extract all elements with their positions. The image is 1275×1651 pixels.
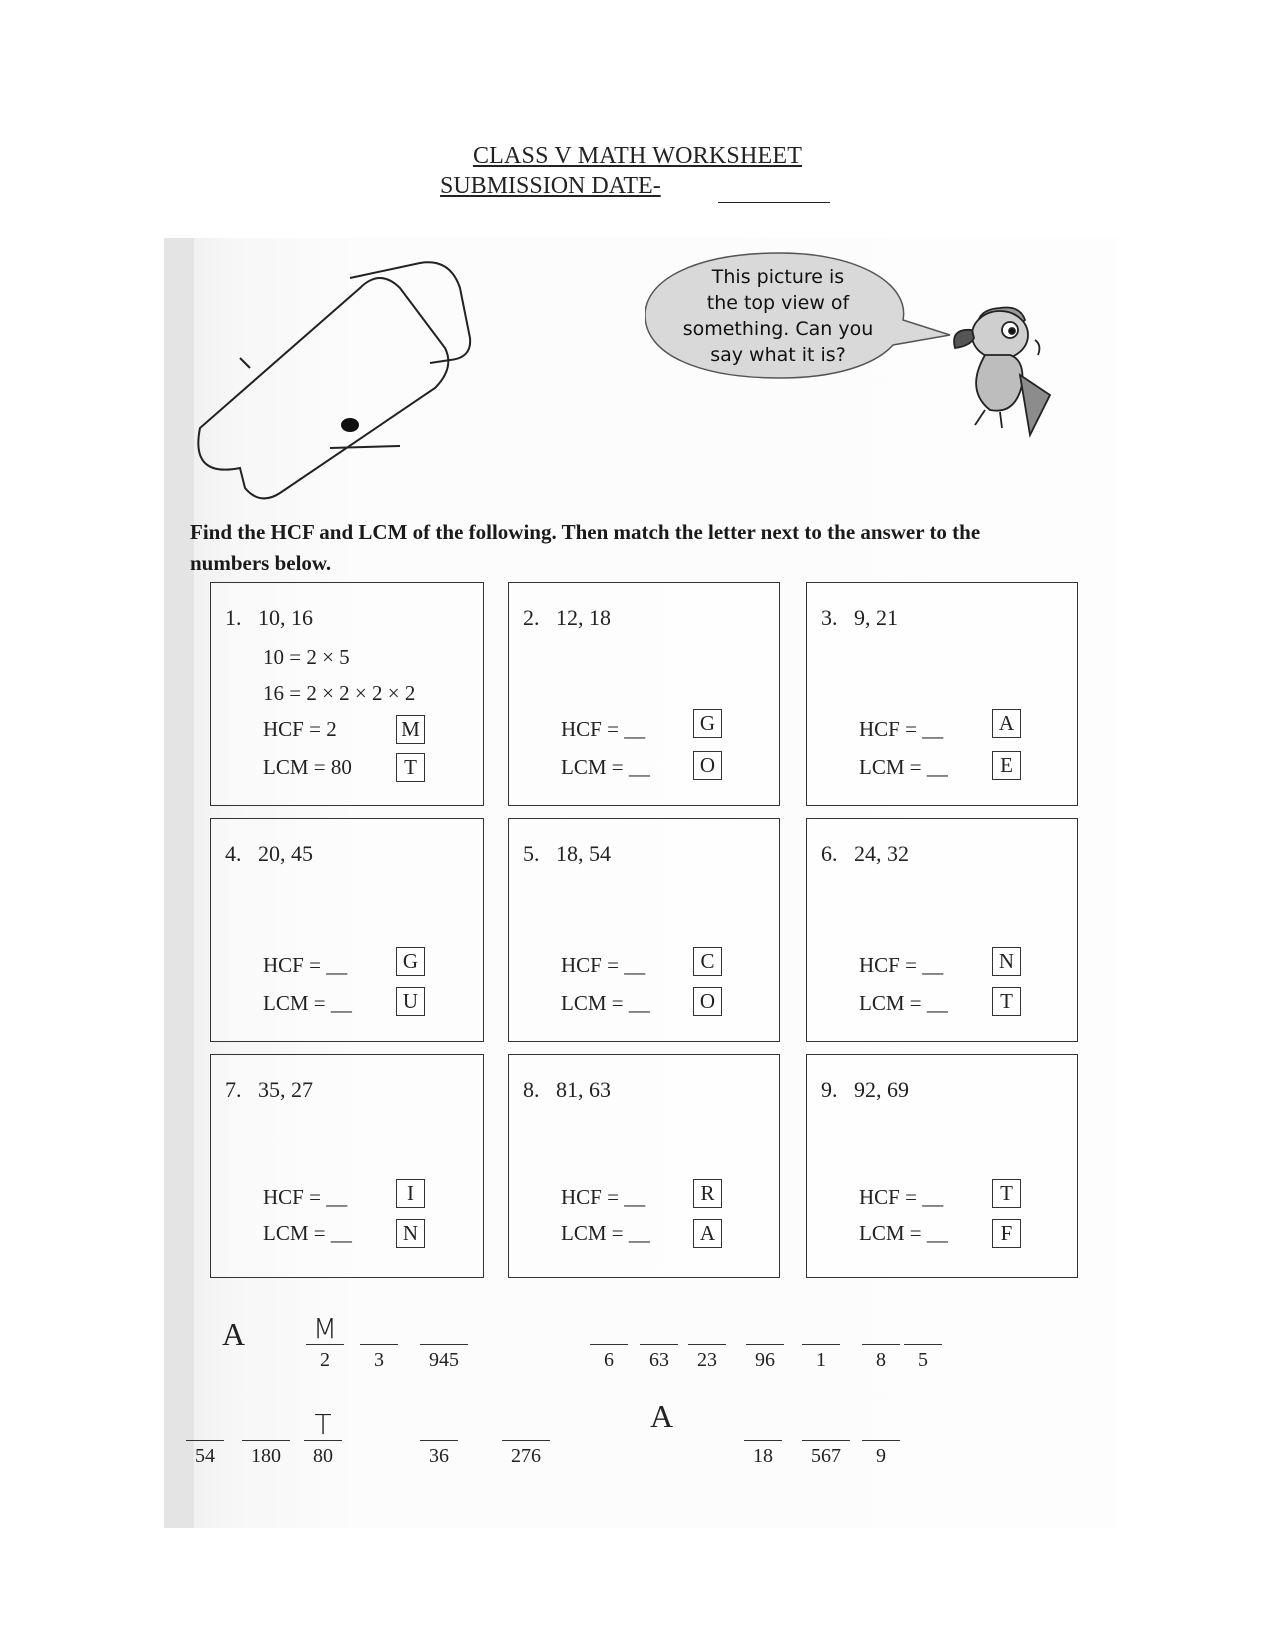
question-number: 8. [523, 1077, 540, 1102]
lcm-letter-box: U [396, 987, 425, 1016]
question-number: 4. [225, 841, 242, 866]
puzzle-slot-number: 9 [876, 1445, 886, 1467]
puzzle-standalone-letter: A [222, 1316, 246, 1352]
puzzle-slot-letter [356, 1314, 402, 1344]
puzzle-slot[interactable] [742, 1314, 788, 1372]
question-numbers: 9, 21 [854, 605, 898, 630]
submission-date-label: SUBMISSION DATE- [440, 173, 661, 199]
puzzle-standalone-letter: A [650, 1398, 674, 1434]
hcf-letter-box: I [396, 1179, 425, 1208]
instructions-line-1: Find the HCF and LCM of the following. Then match the letter next to the answer to the [190, 520, 981, 544]
question-box-7 [210, 1054, 484, 1278]
hcf-answer[interactable]: HCF = __ [561, 953, 646, 977]
lcm-answer[interactable]: LCM = __ [561, 991, 650, 1015]
puzzle-slot-letter [182, 1410, 228, 1440]
puzzle-slot[interactable] [238, 1410, 294, 1468]
hcf-letter-box: G [396, 947, 425, 976]
question-numbers: 81, 63 [556, 1077, 611, 1102]
question-number: 7. [225, 1077, 242, 1102]
puzzle-slot[interactable] [858, 1314, 904, 1372]
hcf-letter-box: C [693, 947, 722, 976]
puzzle-slot-number: 96 [755, 1349, 775, 1371]
puzzle-slot-letter [684, 1314, 730, 1344]
lcm-letter-box: O [693, 751, 722, 780]
question-number: 6. [821, 841, 838, 866]
worksheet-title: CLASS V MATH WORKSHEET [472, 143, 803, 169]
question-box-2 [508, 582, 780, 806]
puzzle-slot-letter [498, 1410, 554, 1440]
lcm-answer[interactable]: LCM = __ [263, 1221, 352, 1245]
hcf-letter-box: A [992, 709, 1021, 738]
hcf-answer[interactable]: HCF = __ [263, 1185, 348, 1209]
question-box-8 [508, 1054, 780, 1278]
puzzle-slot-number: 18 [753, 1445, 773, 1467]
puzzle-slot-letter [416, 1410, 462, 1440]
bubble-line-3: something. Can you [682, 318, 874, 340]
question-numbers: 18, 54 [556, 841, 611, 866]
question-numbers: 35, 27 [258, 1077, 313, 1102]
question-box-9 [806, 1054, 1078, 1278]
question-box-4 [210, 818, 484, 1042]
puzzle-slot[interactable] [900, 1314, 946, 1372]
puzzle-slot[interactable] [684, 1314, 730, 1372]
instructions [190, 517, 1090, 579]
puzzle-slot[interactable] [182, 1410, 228, 1468]
lcm-letter-box: A [693, 1219, 722, 1248]
puzzle-slot-number: 5 [918, 1349, 928, 1371]
question-box-6 [806, 818, 1078, 1042]
puzzle-slot-number: 2 [320, 1349, 330, 1371]
factorization-line: 16 = 2 × 2 × 2 × 2 [263, 681, 416, 705]
question-numbers: 92, 69 [854, 1077, 909, 1102]
dot-mark [341, 418, 359, 432]
puzzle-slot[interactable] [416, 1410, 462, 1468]
lcm-answer[interactable]: LCM = __ [263, 991, 352, 1015]
puzzle-slot-number: 63 [649, 1349, 669, 1371]
puzzle-slot-number: 1 [816, 1349, 826, 1371]
hcf-answer: HCF = 2 [263, 717, 337, 741]
puzzle-slot-letter [742, 1314, 788, 1344]
puzzle-slot[interactable] [302, 1314, 348, 1372]
puzzle-slot-letter [798, 1314, 844, 1344]
hcf-letter-box: G [693, 709, 722, 738]
puzzle-slot-letter [636, 1314, 682, 1344]
puzzle-slot-letter: T [314, 1408, 332, 1441]
puzzle-slot-number: 3 [374, 1349, 384, 1371]
puzzle-slot-number: 54 [195, 1445, 215, 1467]
puzzle-slot-letter [798, 1410, 854, 1440]
bubble-line-4: say what it is? [710, 344, 846, 366]
puzzle-slot-letter [858, 1410, 904, 1440]
puzzle-slot-letter [416, 1314, 472, 1344]
lcm-letter-box: N [396, 1219, 425, 1248]
lcm-answer[interactable]: LCM = __ [561, 755, 650, 779]
hcf-answer[interactable]: HCF = __ [263, 953, 348, 977]
hcf-answer[interactable]: HCF = __ [859, 953, 944, 977]
puzzle-slot[interactable] [798, 1410, 854, 1468]
hcf-answer[interactable]: HCF = __ [561, 717, 646, 741]
lcm-answer[interactable]: LCM = __ [859, 991, 948, 1015]
top-view-drawing [180, 248, 480, 508]
puzzle-slot-letter: M [312, 1312, 338, 1345]
puzzle-slot-letter [858, 1314, 904, 1344]
puzzle-slot[interactable] [356, 1314, 402, 1372]
question-number: 5. [523, 841, 540, 866]
question-numbers: 10, 16 [258, 605, 313, 630]
puzzle-slot-number: 567 [811, 1445, 841, 1467]
factorization-line: 10 = 2 × 5 [263, 645, 350, 669]
puzzle-slot[interactable] [858, 1410, 904, 1468]
bubble-line-2: the top view of [706, 292, 850, 314]
lcm-letter-box: E [992, 751, 1021, 780]
puzzle-slot[interactable] [586, 1314, 632, 1372]
lcm-letter-box: F [992, 1219, 1021, 1248]
lcm-letter-box: O [693, 987, 722, 1016]
puzzle-slot-number: 80 [313, 1445, 333, 1467]
puzzle-slot-number: 180 [251, 1445, 281, 1467]
speech-bubble [645, 250, 965, 390]
question-number: 2. [523, 605, 540, 630]
puzzle-slot-letter [900, 1314, 946, 1344]
question-box-1 [210, 582, 484, 806]
parrot-illustration [930, 300, 1070, 440]
question-numbers: 20, 45 [258, 841, 313, 866]
question-numbers: 24, 32 [854, 841, 909, 866]
hcf-letter-box: R [693, 1179, 722, 1208]
puzzle-slot-number: 8 [876, 1349, 886, 1371]
puzzle-slot-letter [740, 1410, 786, 1440]
puzzle-slot-letter [586, 1314, 632, 1344]
puzzle-slot-number: 36 [429, 1445, 449, 1467]
lcm-letter-box: T [396, 753, 425, 782]
lcm-answer[interactable]: LCM = __ [859, 1221, 948, 1245]
puzzle-slot[interactable] [740, 1410, 786, 1468]
question-number: 3. [821, 605, 838, 630]
hcf-answer[interactable]: HCF = __ [859, 717, 944, 741]
question-box-3 [806, 582, 1078, 806]
lcm-answer[interactable]: LCM = __ [859, 755, 948, 779]
hcf-answer[interactable]: HCF = __ [561, 1185, 646, 1209]
hcf-answer[interactable]: HCF = __ [859, 1185, 944, 1209]
submission-date-blank[interactable] [718, 202, 830, 203]
puzzle-slot[interactable] [636, 1314, 682, 1372]
puzzle-slot-number: 945 [429, 1349, 459, 1371]
puzzle-slot[interactable] [300, 1410, 346, 1468]
hcf-letter-box: T [992, 1179, 1021, 1208]
bubble-line-1: This picture is [711, 266, 845, 288]
puzzle-slot-letter [238, 1410, 294, 1440]
puzzle-slot[interactable] [498, 1410, 554, 1468]
question-box-5 [508, 818, 780, 1042]
puzzle-slot-number: 23 [697, 1349, 717, 1371]
puzzle-slot[interactable] [798, 1314, 844, 1372]
puzzle-slot-number: 6 [604, 1349, 614, 1371]
hcf-letter-box: M [396, 715, 425, 744]
question-numbers: 12, 18 [556, 605, 611, 630]
lcm-letter-box: T [992, 987, 1021, 1016]
question-number: 1. [225, 605, 242, 630]
question-number: 9. [821, 1077, 838, 1102]
instructions-line-2: numbers below. [190, 551, 332, 575]
hcf-letter-box: N [992, 947, 1021, 976]
puzzle-slot[interactable] [416, 1314, 472, 1372]
lcm-answer: LCM = 80 [263, 755, 352, 779]
puzzle-slot-number: 276 [511, 1445, 541, 1467]
lcm-answer[interactable]: LCM = __ [561, 1221, 650, 1245]
